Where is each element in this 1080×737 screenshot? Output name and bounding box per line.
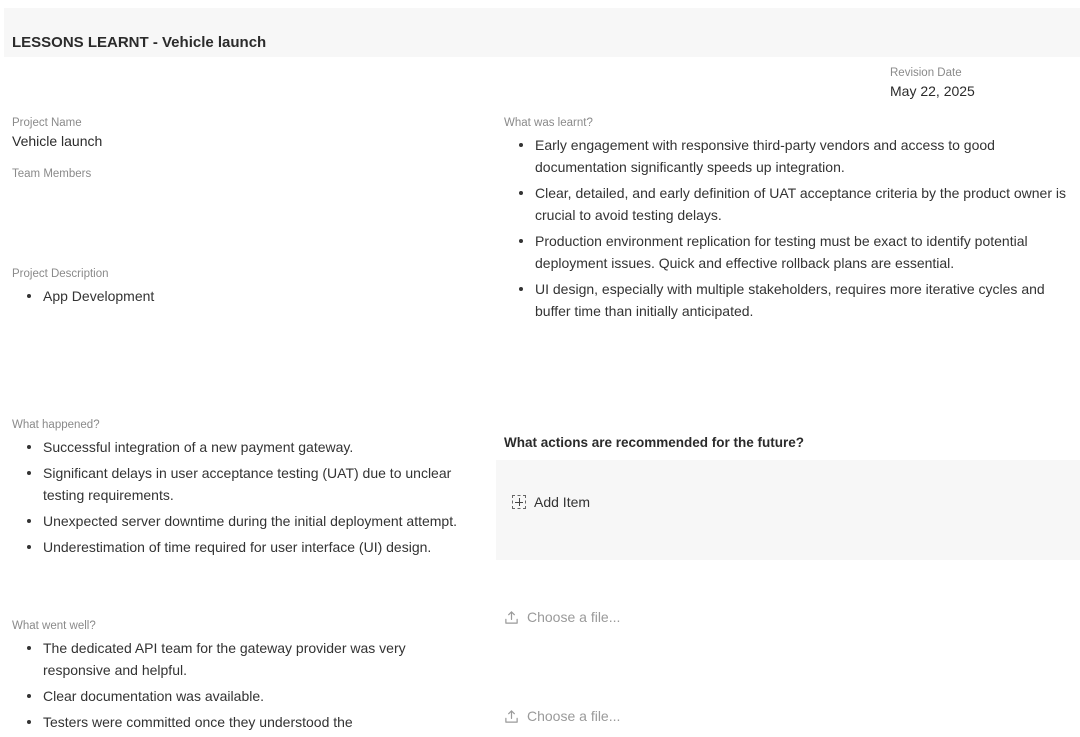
list-item: App Development [12, 285, 472, 307]
choose-file-button-2[interactable] [504, 708, 620, 724]
actions-panel [496, 460, 1080, 560]
page-title: LESSONS LEARNT - Vehicle launch [12, 34, 267, 51]
upload-icon [504, 610, 519, 625]
list-item: Clear, detailed, and early definition of UAT acceptance criteria by the product owner is crucial to avoid testing delays. [504, 182, 1080, 226]
actions-heading: What actions are recommended for the future? [504, 435, 805, 450]
plus-box-icon [512, 495, 526, 509]
what-happened-label: What happened? [12, 419, 100, 431]
list-item: Production environment replication for testing must be exact to identify potential deployment issues. Quick and effective rollback plans are essential. [504, 230, 1080, 274]
choose-file-label: Choose a file... [527, 708, 621, 724]
list-item: UI design, especially with multiple stakeholders, requires more iterative cycles and buffer time than initially anticipated. [504, 278, 1080, 322]
what-went-well-label: What went well? [12, 620, 96, 632]
list-item: Significant delays in user acceptance testing (UAT) due to unclear testing requirements. [12, 462, 472, 506]
header-bar [4, 8, 1080, 57]
list-item: Successful integration of a new payment gateway. [12, 436, 472, 458]
what-learnt-label: What was learnt? [504, 117, 593, 129]
add-item-label: Add Item [534, 494, 591, 510]
list-item: Unexpected server downtime during the initial deployment attempt. [12, 510, 472, 532]
upload-icon [504, 709, 519, 724]
list-item: Testers were committed once they understood the [12, 711, 472, 733]
choose-file-label: Choose a file... [527, 609, 621, 625]
project-description-list [12, 285, 472, 311]
project-description-label: Project Description [12, 268, 109, 280]
add-item-button[interactable] [512, 494, 590, 510]
list-item: Underestimation of time required for user interface (UI) design. [12, 536, 472, 558]
list-item: The dedicated API team for the gateway provider was very responsive and helpful. [12, 637, 472, 681]
list-item: Early engagement with responsive third-party vendors and access to good documentation significantly speeds up integration. [504, 134, 1080, 178]
what-went-well-list [12, 637, 472, 737]
team-members-label: Team Members [12, 168, 92, 180]
revision-date-label: Revision Date [890, 67, 962, 79]
what-happened-list [12, 436, 472, 562]
what-learnt-list [504, 134, 1080, 326]
project-name-label: Project Name [12, 117, 82, 129]
project-name-value: Vehicle launch [12, 133, 103, 149]
choose-file-button[interactable] [504, 609, 620, 625]
revision-date-value: May 22, 2025 [890, 83, 975, 99]
list-item: Clear documentation was available. [12, 685, 472, 707]
